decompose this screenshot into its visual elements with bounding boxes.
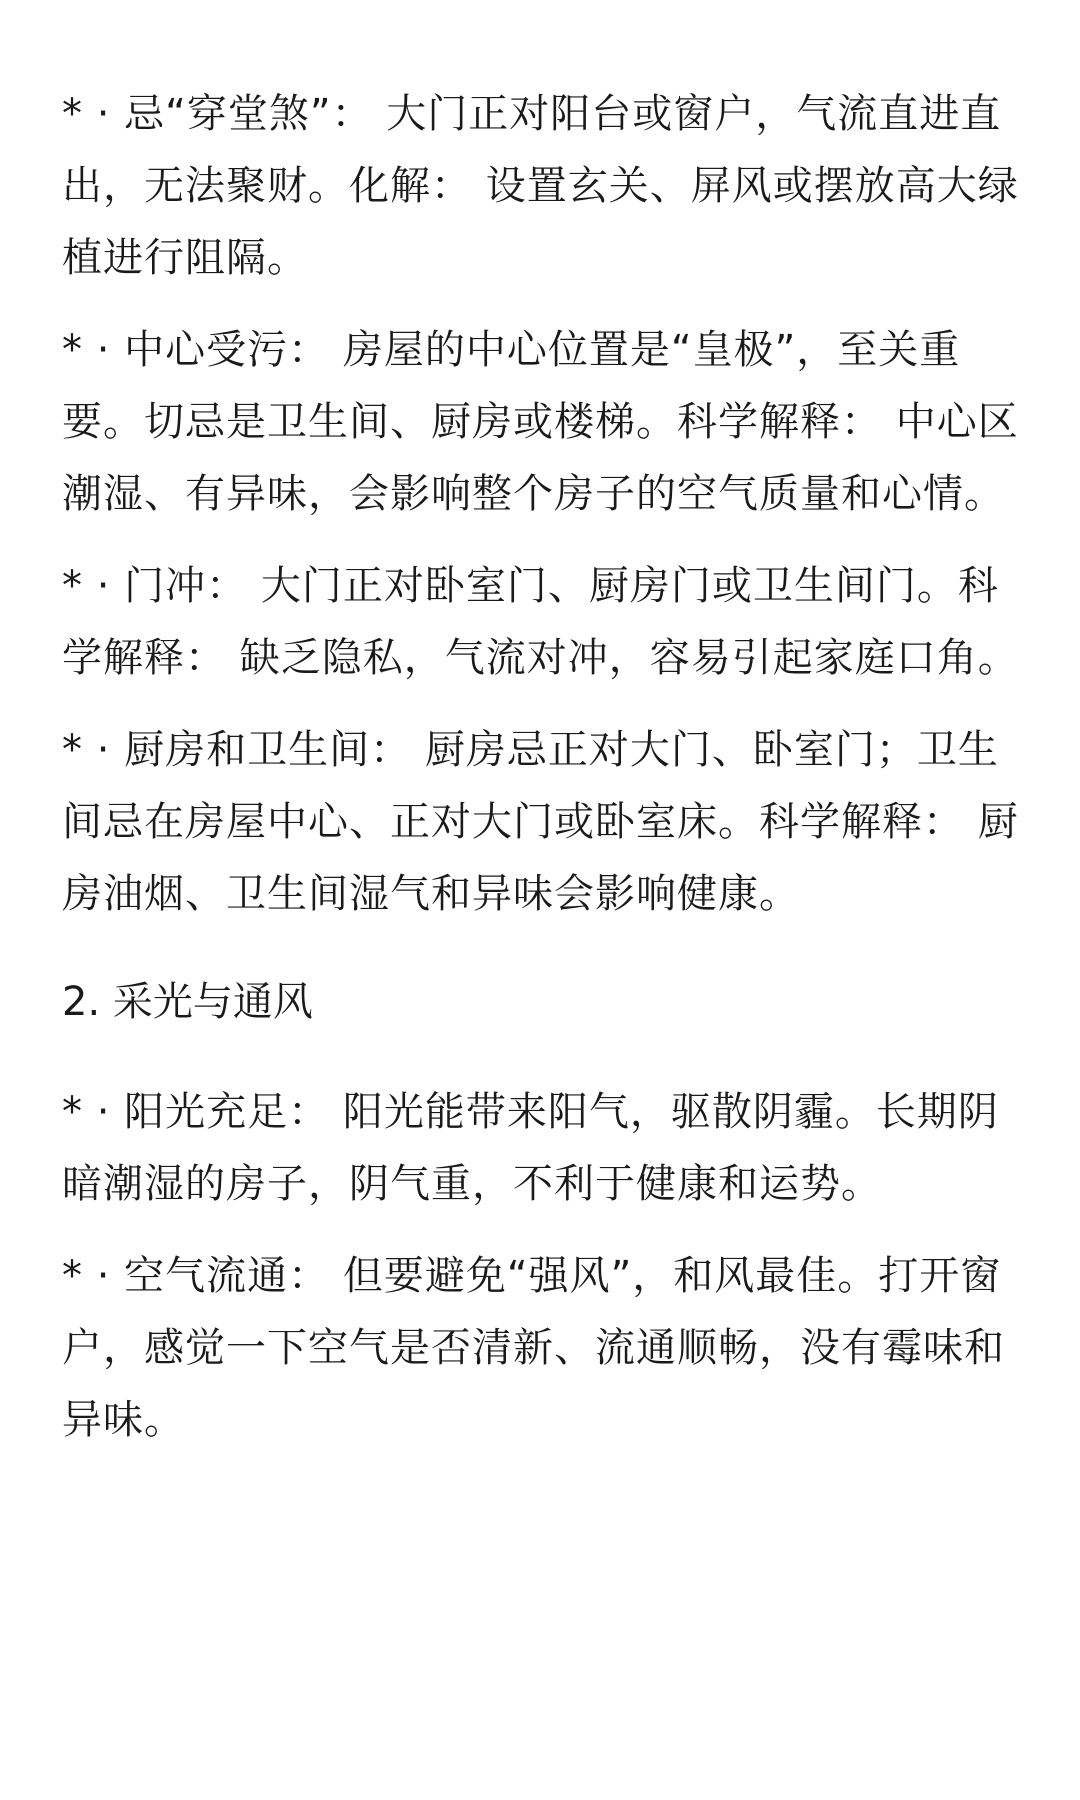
bullet-paragraph-center-polluted: * · 中心受污： 房屋的中心位置是“皇极”，至关重要。切忌是卫生间、厨房或楼梯。科学解释： 中心区潮湿、有异味，会影响整个房子的空气质量和心情。 bbox=[62, 327, 1019, 517]
bullet-paragraph-sunlight: * · 阳光充足： 阳光能带来阳气，驱散阴霾。长期阴暗潮湿的房子，阴气重，不利于健康和运势。 bbox=[62, 1089, 999, 1207]
section-heading: 2. 采光与通风 bbox=[62, 979, 313, 1025]
document-body bbox=[62, 78, 1032, 1476]
bullet-paragraph-chuantangsha: * · 忌“穿堂煞”： 大门正对阳台或窗户，气流直进直出，无法聚财。化解： 设置玄关、屏风或摆放高大绿植进行阻隔。 bbox=[62, 91, 1019, 281]
bullet-paragraph-ventilation: * · 空气流通： 但要避免“强风”，和风最佳。打开窗户，感觉一下空气是否清新、流通顺畅，没有霉味和异味。 bbox=[62, 1253, 1005, 1443]
bullet-paragraph-door-clash: * · 门冲： 大门正对卧室门、厨房门或卫生间门。科学解释： 缺乏隐私，气流对冲，容易引起家庭口角。 bbox=[62, 563, 1019, 681]
bullet-paragraph-kitchen-bathroom: * · 厨房和卫生间： 厨房忌正对大门、卧室门；卫生间忌在房屋中心、正对大门或卧室床。科学解释： 厨房油烟、卫生间湿气和异味会影响健康。 bbox=[62, 727, 1019, 917]
